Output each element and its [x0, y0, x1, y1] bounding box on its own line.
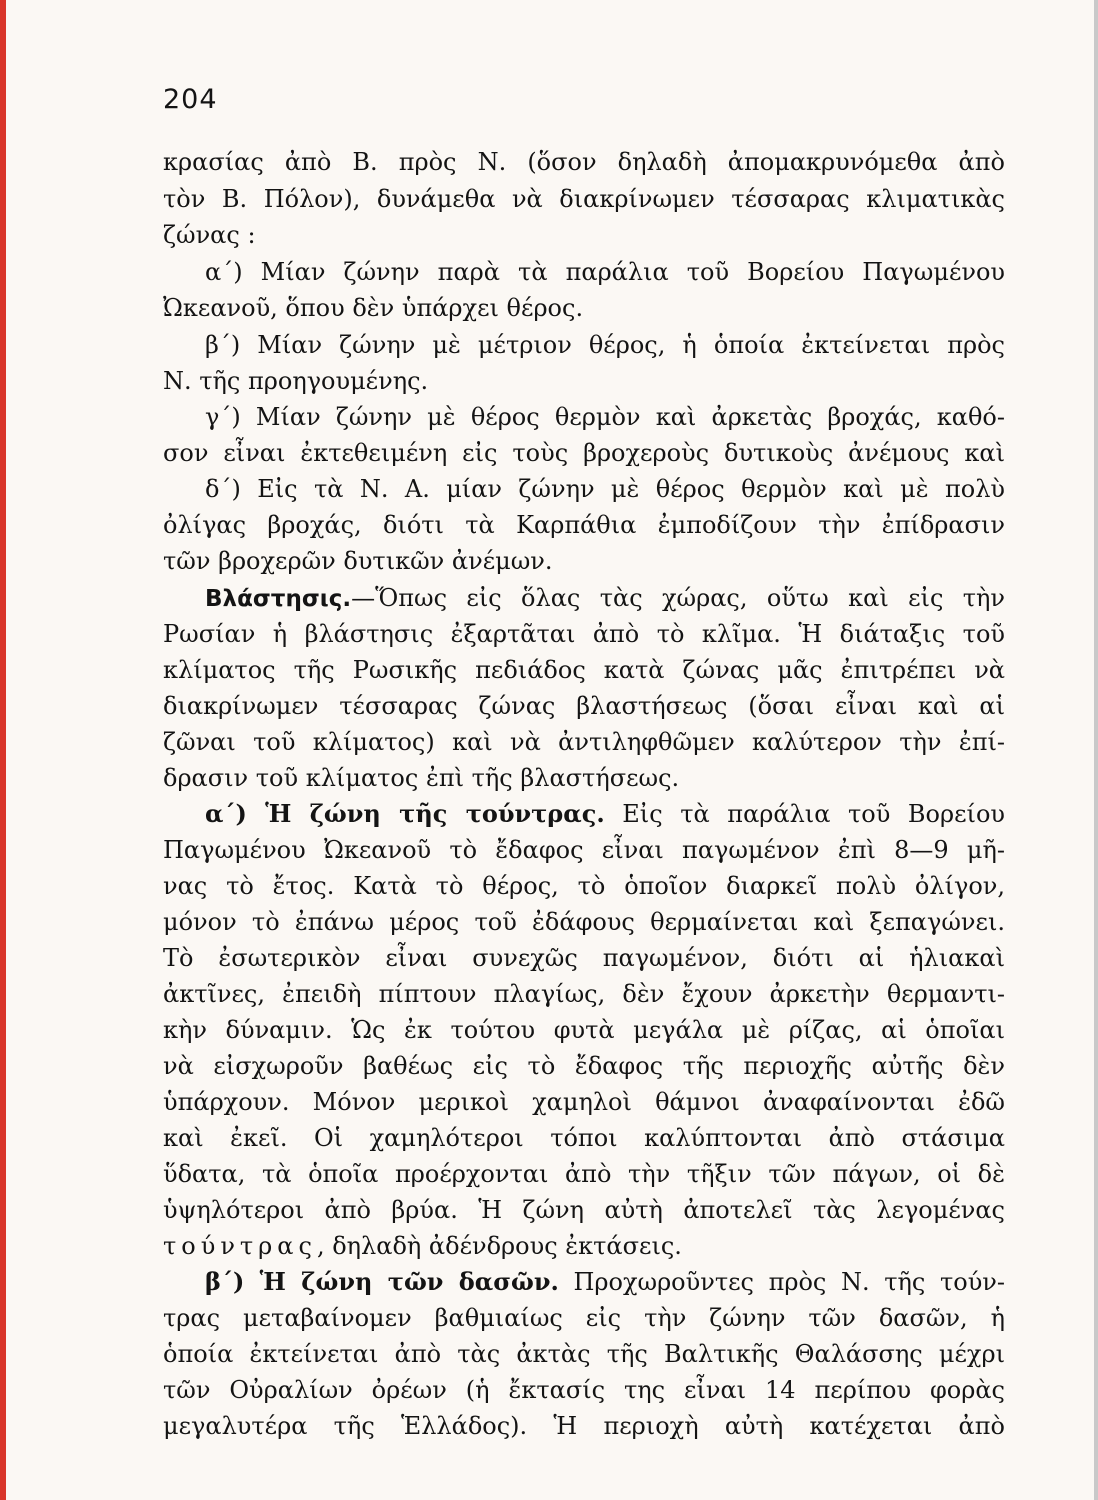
text-line: μεγαλυτέρα τῆς Ἑλλάδος). Ἡ περιοχὴ αὐτὴ κατέχεται ἀπὸ [163, 1412, 1005, 1440]
subsection-heading-line [205, 1265, 1005, 1299]
text-line: τῶν βροχερῶν δυτικῶν ἀνέμων. [163, 547, 553, 575]
section-heading: Βλάστησις. [205, 586, 352, 612]
subsection-heading: β΄) Ἡ ζώνη τῶν δασῶν. [205, 1267, 559, 1296]
text-line: ζῶναι τοῦ κλίματος) καὶ νὰ ἀντιληφθῶμεν καλύτερον τὴν ἐπί- [163, 728, 1005, 756]
section-heading-line [205, 581, 1005, 616]
text-line: νας τὸ ἔτος. Κατὰ τὸ θέρος, τὸ ὁποῖον διαρκεῖ πολὺ ὀλίγον, [163, 872, 1005, 900]
spaced-term: τούντρας [163, 1232, 317, 1260]
text-line: ὀλίγας βροχάς, διότι τὰ Καρπάθια ἐμποδίζουν τὴν ἐπίδρασιν [163, 511, 1005, 539]
text-line: ζώνας : [163, 221, 256, 249]
text-line: τὸν Β. Πόλον), δυνάμεθα νὰ διακρίνωμεν τέσσαρας κλιματικὰς [163, 185, 1005, 213]
text-line: νὰ εἰσχωροῦν βαθέως εἰς τὸ ἔδαφος τῆς περιοχῆς αὐτῆς δὲν [163, 1052, 1005, 1080]
page-number: 204 [163, 84, 218, 115]
text-line: κὴν δύναμιν. Ὡς ἐκ τούτου φυτὰ μεγάλα μὲ ρίζας, αἱ ὁποῖαι [163, 1016, 1005, 1044]
text-run: Προχωροῦντες πρὸς Ν. τῆς τούν- [558, 1268, 1006, 1296]
text-line: γ΄) Μίαν ζώνην μὲ θέρος θερμὸν καὶ ἀρκετὰς βροχάς, καθό- [205, 403, 1005, 431]
text-line: κρασίας ἀπὸ Β. πρὸς Ν. (ὅσον δηλαδὴ ἀπομακρυνόμεθα ἀπὸ [163, 148, 1005, 176]
text-line: ὕδατα, τὰ ὁποῖα προέρχονται ἀπὸ τὴν τῆξιν τῶν πάγων, οἱ δὲ [163, 1160, 1005, 1188]
text-line: ὁποία ἐκτείνεται ἀπὸ τὰς ἀκτὰς τῆς Βαλτικῆς Θαλάσσης μέχρι [163, 1340, 1005, 1368]
subsection-heading: α΄) Ἡ ζώνη τῆς τούντρας. [205, 799, 605, 828]
text-run: —Ὅπως εἰς ὅλας τὰς χώρας, οὕτω καὶ εἰς τὴν [351, 584, 1005, 612]
text-line: σον εἶναι ἐκτεθειμένη εἰς τοὺς βροχεροὺς δυτικοὺς ἀνέμους καὶ [163, 439, 1005, 467]
text-line: κλίματος τῆς Ρωσικῆς πεδιάδος κατὰ ζώνας μᾶς ἐπιτρέπει νὰ [163, 656, 1005, 684]
text-run: , δηλαδὴ ἀδένδρους ἐκτάσεις. [316, 1232, 682, 1260]
text-line: Ρωσίαν ἡ βλάστησις ἐξαρτᾶται ἀπὸ τὸ κλῖμα. Ἡ διάταξις τοῦ [163, 620, 1005, 648]
text-line: β΄) Μίαν ζώνην μὲ μέτριον θέρος, ἡ ὁποία ἐκτείνεται πρὸς [205, 331, 1005, 359]
text-line: διακρίνωμεν τέσσαρας ζώνας βλαστήσεως (ὅσαι εἶναι καὶ αἱ [163, 692, 1005, 720]
text-line: ἀκτῖνες, ἐπειδὴ πίπτουν πλαγίως, δὲν ἔχουν ἀρκετὴν θερμαντι- [163, 980, 1005, 1008]
page-edge-left [0, 0, 6, 1500]
text-line: Παγωμένου Ὠκεανοῦ τὸ ἔδαφος εἶναι παγωμένον ἐπὶ 8—9 μῆ- [163, 836, 1005, 864]
page-edge-right [1094, 0, 1098, 1500]
text-line: Ὠκεανοῦ, ὅπου δὲν ὑπάρχει θέρος. [163, 294, 584, 322]
text-line: α΄) Μίαν ζώνην παρὰ τὰ παράλια τοῦ Βορείου Παγωμένου [205, 258, 1005, 286]
text-line: καὶ ἐκεῖ. Οἱ χαμηλότεροι τόποι καλύπτονται ἀπὸ στάσιμα [163, 1124, 1005, 1152]
text-line: δρασιν τοῦ κλίματος ἐπὶ τῆς βλαστήσεως. [163, 764, 680, 792]
subsection-heading-line [205, 797, 1005, 831]
text-line [163, 1229, 1005, 1263]
text-line: τρας μεταβαίνομεν βαθμιαίως εἰς τὴν ζώνην τῶν δασῶν, ἡ [163, 1304, 1005, 1332]
text-line: Ν. τῆς προηγουμένης. [163, 367, 429, 395]
text-line: μόνον τὸ ἐπάνω μέρος τοῦ ἐδάφους θερμαίνεται καὶ ξεπαγώνει. [163, 908, 1005, 936]
text-line: τῶν Οὐραλίων ὀρέων (ἡ ἔκτασίς της εἶναι 14 περίπου φορὰς [163, 1376, 1005, 1404]
text-line: ὑψηλότεροι ἀπὸ βρύα. Ἡ ζώνη αὐτὴ ἀποτελεῖ τὰς λεγομένας [163, 1196, 1005, 1224]
text-run: Εἰς τὰ παράλια τοῦ Βορείου [604, 800, 1005, 828]
text-line: δ΄) Εἰς τὰ Ν. Α. μίαν ζώνην μὲ θέρος θερμὸν καὶ μὲ πολὺ [205, 475, 1005, 503]
text-line: Τὸ ἐσωτερικὸν εἶναι συνεχῶς παγωμένον, διότι αἱ ἡλιακαὶ [163, 944, 1005, 972]
text-line: ὑπάρχουν. Μόνον μερικοὶ χαμηλοὶ θάμνοι ἀναφαίνονται ἐδῶ [163, 1088, 1005, 1116]
